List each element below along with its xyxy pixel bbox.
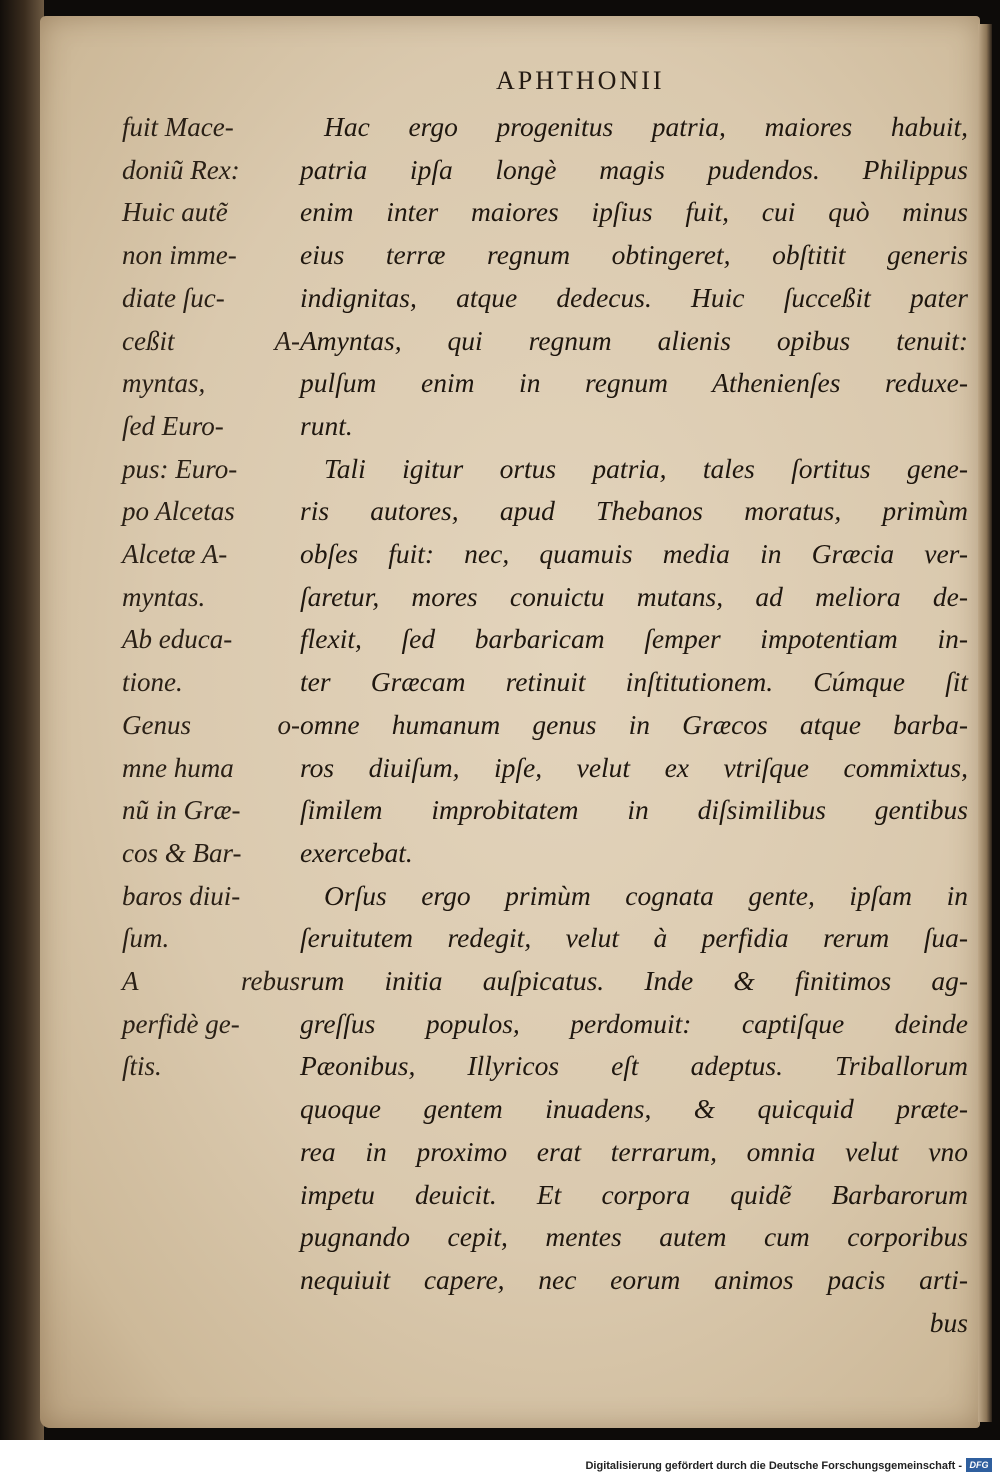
margin-note-line: cos & Bar- — [122, 837, 242, 868]
book-spine — [0, 0, 44, 1440]
margin-note-line: ſum. — [122, 923, 170, 954]
margin-note-line: Alcetæ A- — [122, 539, 228, 570]
text-line: enim inter maiores ipſius fuit, cui quò minus — [300, 196, 968, 228]
margin-note-line: non imme- — [122, 240, 237, 271]
dfg-logo: DFG — [966, 1458, 992, 1472]
margin-note-line: fuit Mace- — [122, 112, 234, 142]
margin-note-line: baros diui- — [122, 880, 241, 911]
margin-note-line: Genus o- — [122, 709, 300, 740]
margin-note-line: myntas. — [122, 581, 206, 612]
margin-note-line: nũ in Græ- — [122, 795, 241, 826]
margin-note-line: ſtis. — [122, 1051, 162, 1082]
margin-note-line: Huic autẽ — [122, 197, 228, 228]
text-line: ſaretur, mores conuictu mutans, ad meliora de- — [300, 580, 968, 612]
margin-note-line: perfidè ge- — [122, 1008, 240, 1039]
text-line: pulſum enim in regnum Athenienſes reduxe- — [300, 367, 968, 399]
text-line: rea in proximo erat terrarum, omnia velut vno — [300, 1135, 968, 1167]
text-line: ros diuiſum, ipſe, velut ex vtriſque commixtus, — [300, 751, 968, 783]
text-line: patria ipſa longè magis pudendos. Philippus — [300, 153, 968, 185]
text-line: runt. — [300, 409, 353, 441]
text-line: Hac ergo progenitus patria, maiores habuit, — [324, 111, 968, 142]
text-line: eius terræ regnum obtingeret, obſtitit generis — [300, 239, 968, 271]
margin-note-line: ceßit A- — [122, 325, 300, 356]
text-line: greſſus populos, perdomuit: captiſque deinde — [300, 1007, 968, 1039]
margin-note-line: po Alcetas — [122, 496, 235, 527]
text-line: obſes fuit: nec, quamuis media in Græcia ver- — [300, 538, 968, 570]
margin-note-line: Ab educa- — [122, 624, 233, 655]
margin-note-line: pus: Euro- — [122, 453, 238, 484]
margin-note-line: A rebus — [122, 966, 300, 997]
text-line: ſeruitutem redegit, velut à perfidia rerum ſua- — [300, 922, 968, 954]
text-line: ſimilem improbitatem in diſsimilibus gentibus — [300, 794, 968, 826]
catchword: bus — [929, 1306, 968, 1338]
margin-note-line: myntas, — [122, 368, 206, 399]
text-line: flexit, ſed barbaricam ſemper impotentiam in- — [300, 623, 968, 655]
margin-note-line: ſed Euro- — [122, 410, 224, 441]
text-line: rum initia auſpicatus. Inde & finitimos ag- — [300, 965, 968, 997]
text-line: Tali igitur ortus patria, tales ſortitus gene- — [324, 452, 968, 484]
text-line: Pæonibus, Illyricos eſt adeptus. Triballorum — [300, 1050, 968, 1082]
text-line: impetu deuicit. Et corpora quidẽ Barbarorum — [300, 1178, 968, 1210]
margin-note-line: doniũ Rex: — [122, 154, 240, 185]
text-line: Amyntas, qui regnum alienis opibus tenuit: — [300, 324, 968, 356]
text-line: exercebat. — [300, 836, 413, 868]
text-line: pugnando cepit, mentes autem cum corporibus — [300, 1221, 968, 1253]
text-line: ter Græcam retinuit inſtitutionem. Cúmque ſit — [300, 666, 968, 698]
footer-bar — [0, 1440, 1000, 1479]
margin-note-line: mne huma — [122, 752, 234, 783]
text-line: indignitas, atque dedecus. Huic ſucceßit pater — [300, 281, 968, 313]
margin-notes — [122, 106, 300, 1088]
text-line: ris autores, apud Thebanos moratus, primùm — [300, 495, 968, 527]
running-header: APHTHONII — [496, 66, 665, 95]
page-edge — [978, 24, 992, 1422]
margin-note-line: diate ſuc- — [122, 282, 225, 313]
text-line: Orſus ergo primùm cognata gente, ipſam in — [324, 879, 968, 911]
margin-note-line: tione. — [122, 667, 183, 698]
text-line: quoque gentem inuadens, & quicquid præte- — [300, 1093, 968, 1125]
text-line: omne humanum genus in Græcos atque barba- — [300, 708, 968, 740]
text-line: nequiuit capere, nec eorum animos pacis arti- — [300, 1263, 968, 1295]
main-text-column — [300, 106, 968, 1344]
funding-credit: Digitalisierung gefördert durch die Deutsche Forschungsgemeinschaft - — [585, 1460, 962, 1472]
